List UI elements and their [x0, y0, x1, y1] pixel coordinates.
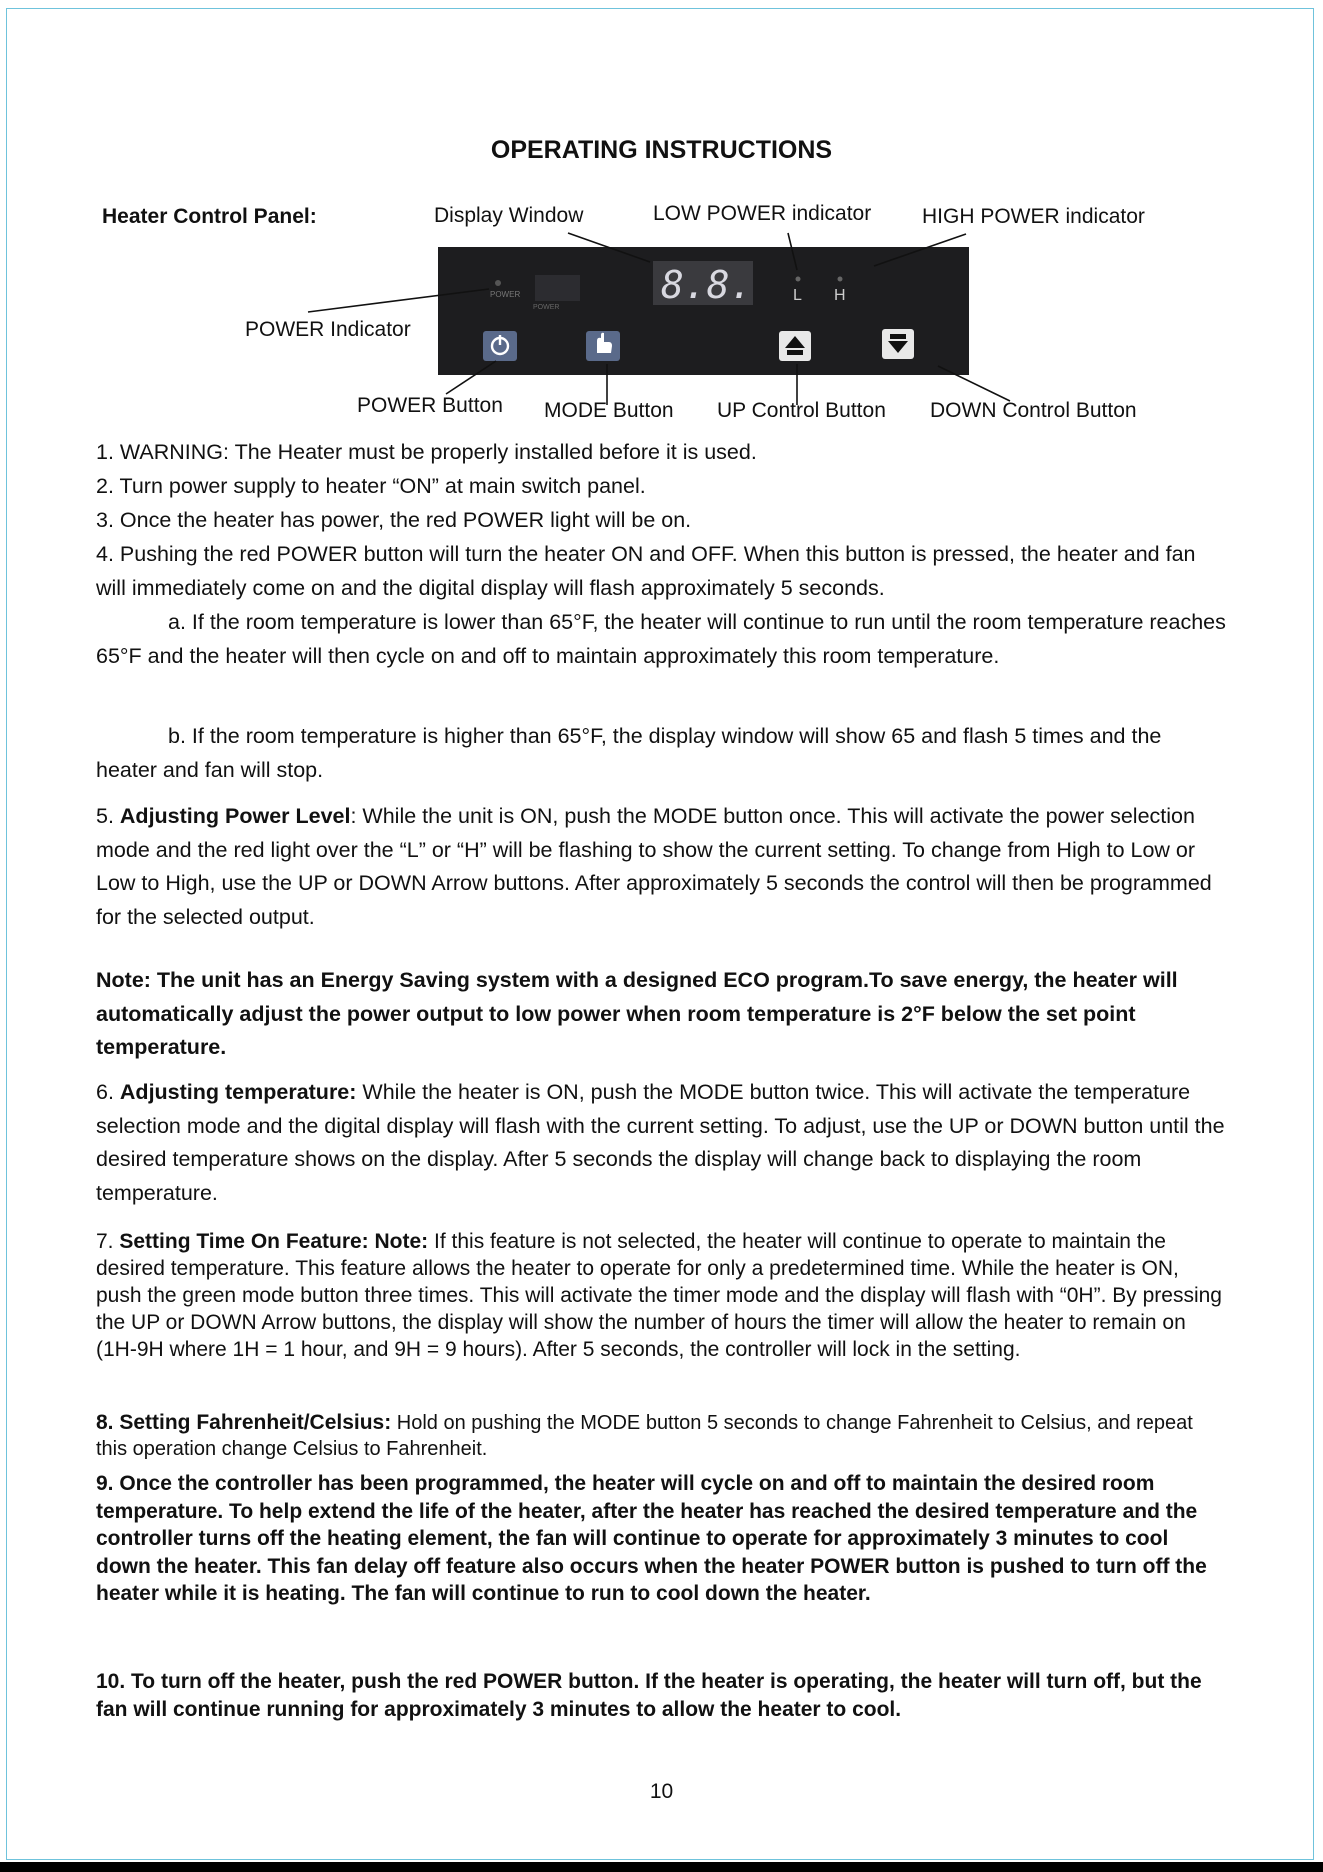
item-3: 3. Once the heater has power, the red POWER light will be on. — [96, 508, 692, 532]
item-7-heading: Setting Time On Feature: Note: — [119, 1230, 429, 1253]
label-down-button: DOWN Control Button — [930, 399, 1137, 422]
item-5-heading: Adjusting Power Level — [119, 804, 351, 828]
page-title: OPERATING INSTRUCTIONS — [490, 136, 833, 164]
label-high-power-indicator: HIGH POWER indicator — [922, 205, 1145, 228]
item-4: 4. Pushing the red POWER button will turn the heater ON and OFF. When this button is pressed, the heater and fan will immediately come on and the digital display will flash approximately 5 seconds. — [96, 542, 1196, 600]
indicator-h: H — [834, 287, 846, 304]
leader-lines — [0, 0, 1323, 460]
item-7-number: 7. — [96, 1230, 120, 1253]
label-display-window: Display Window — [434, 204, 584, 227]
item-4b-prefix: b. — [168, 724, 192, 748]
label-low-power-indicator: LOW POWER indicator — [653, 202, 872, 225]
item-6-body: While the heater is ON, push the MODE button twice. This will activate the temperature selection mode and the digital display will flash with the current setting. To adjust, use the UP or DOWN button until the desired temperature shows on the display. After 5 seconds the display will change back to displaying the room temperature. — [96, 1080, 1225, 1205]
item-7 — [96, 1228, 1226, 1363]
label-up-button: UP Control Button — [717, 399, 886, 422]
item-4a — [96, 606, 1226, 673]
label-power-button: POWER Button — [357, 394, 503, 417]
item-9: 9. Once the controller has been programmed, the heater will cycle on and off to maintain the desired room temperature. To help extend the life of the heater, after the heater has reached the desired temperature and the controller turns off the heating element, the fan will continue to operate for approximately 3 minutes to cool down the heater. This fan delay off feature also occurs when the heater POWER button is pushed to turn off the heater while it is heating. The fan will continue to run to cool down the heater. — [96, 1472, 1207, 1605]
label-mode-button: MODE Button — [544, 399, 674, 422]
item-8 — [96, 1410, 1226, 1462]
label-power-indicator: POWER Indicator — [245, 318, 411, 341]
item-6-heading: Adjusting temperature: — [119, 1080, 357, 1104]
item-5-body: : While the unit is ON, push the MODE button once. This will activate the power selection mode and the red light over the “L” or “H” will be flashing to show the current setting. To change from High to Low or Low to High, use the UP or DOWN Arrow buttons. After approximately 5 seconds the control will then be programmed for the selected output. — [96, 804, 1212, 929]
item-5-number: 5. — [96, 804, 120, 828]
item-8-body: Hold on pushing the MODE button 5 seconds to change Fahrenheit to Celsius, and repeat this operation change Celsius to Fahrenheit. — [96, 1412, 1193, 1460]
item-10: 10. To turn off the heater, push the red POWER button. If the heater is operating, the heater will turn off, but the fan will continue running for approximately 3 minutes to allow the heater to cool. — [96, 1670, 1202, 1721]
item-4a-prefix: a. — [168, 610, 192, 634]
display-digits: 8.8. — [661, 263, 753, 307]
panel-heading: Heater Control Panel: — [102, 205, 317, 228]
svg-text:POWER: POWER — [533, 304, 560, 311]
item-4a-text: If the room temperature is lower than 65°F, the heater will continue to run until the room temperature reaches 65°F and the heater will then cycle on and off to maintain approximately this room temperature. — [96, 610, 1226, 668]
item-4b-text: If the room temperature is higher than 65°F, the display window will show 65 and flash 5 times and the heater and fan will stop. — [96, 724, 1162, 782]
item-6 — [96, 1076, 1226, 1210]
bottom-rule — [0, 1862, 1323, 1872]
item-6-number: 6. — [96, 1080, 120, 1104]
item-8-heading: 8. Setting Fahrenheit/Celsius: — [96, 1411, 392, 1434]
page-number: 10 — [649, 1780, 674, 1803]
item-4b — [96, 720, 1226, 787]
item-1: 1. WARNING: The Heater must be properly installed before it is used. — [96, 440, 757, 464]
item-7-body: If this feature is not selected, the heater will continue to operate to maintain the desired temperature. This feature allows the heater to operate for only a predetermined time. While the heater is ON, push the green mode button three times. This will activate the timer mode and the display will flash with “0H”. By pressing the UP or DOWN Arrow buttons, the display will show the number of hours the timer will allow the heater to remain on (1H-9H where 1H = 1 hour, and 9H = 9 hours). After 5 seconds, the controller will lock in the setting. — [96, 1230, 1222, 1361]
energy-saving-note: Note: The unit has an Energy Saving system with a designed ECO program.To save energy, the heater will automatically adjust the power output to low power when room temperature is 2°F below the set point temperature. — [96, 968, 1178, 1059]
indicator-l: L — [793, 287, 802, 304]
power-small-label: POWER — [490, 290, 521, 299]
item-2: 2. Turn power supply to heater “ON” at main switch panel. — [96, 474, 646, 498]
item-5 — [96, 800, 1226, 934]
